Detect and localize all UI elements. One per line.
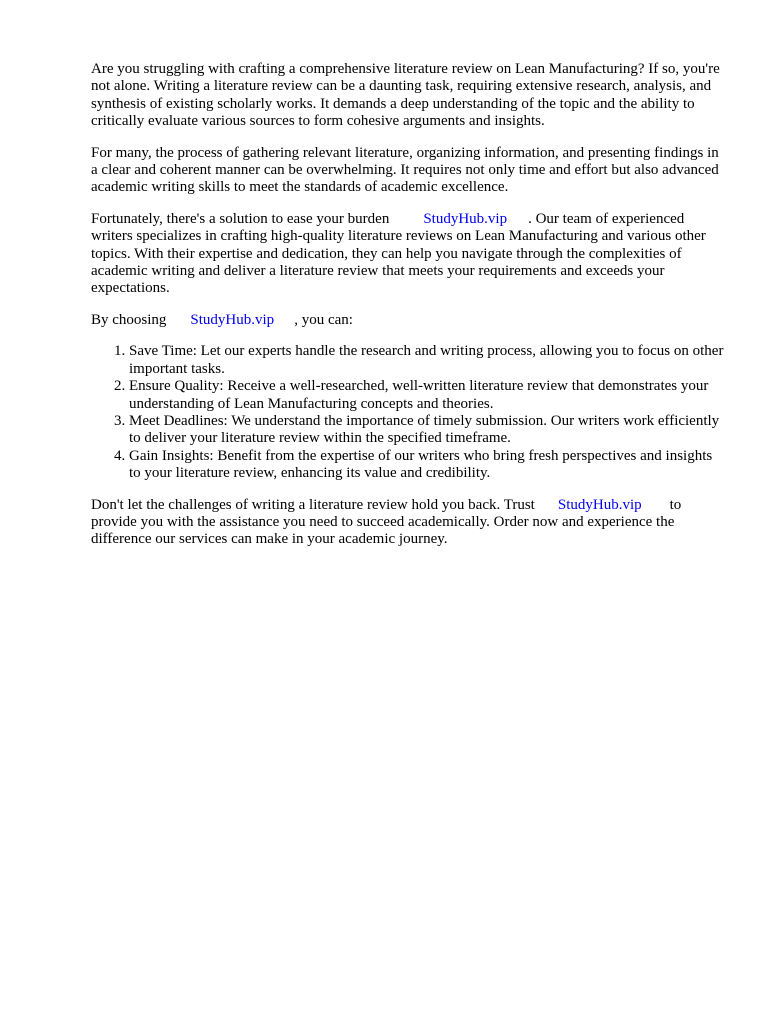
list-item: 3. Meet Deadlines: We understand the importance of timely submission. Our writers work efficiently to deliver your literature review within the specified timeframe. [129,413,727,448]
list-item: 2. Ensure Quality: Receive a well-researched, well-written literature review that demonstrates your understanding of Lean Manufacturing concepts and theories. [129,378,727,413]
studyhub-link-3[interactable]: StudyHub.vip [557,496,642,513]
list-item: 4. Gain Insights: Benefit from the expertise of our writers who bring fresh perspectives and insights to your literature review, enhancing its value and credibility. [129,448,727,483]
document-body [91,61,727,563]
paragraph-challenge: For many, the process of gathering relevant literature, organizing information, and presenting findings in a clear and coherent manner can be overwhelming. It requires not only time and effort but also advanced academic writing skills to meet the standards of academic excellence. [91,144,719,196]
list-item: 1. Save Time: Let our experts handle the research and writing process, allowing you to focus on other important tasks. [129,343,727,378]
paragraph-solution-text-start: Fortunately, there's a solution to ease your burden [91,210,390,227]
paragraph-solution-text-end: . Our team of experienced writers specializes in crafting high-quality literature reviews on Lean Manufacturing and various other topics. With their expertise and dedication, they can help you navigate through the complexities of academic writing and deliver a literature review that meets your requirements and exceeds your expectations. [91,210,706,297]
benefits-list [91,343,727,482]
paragraph-solution [91,211,727,298]
paragraph-closing [91,497,727,549]
studyhub-link-1[interactable]: StudyHub.vip [423,210,508,227]
paragraph-intro: Are you struggling with crafting a comprehensive literature review on Lean Manufacturing? If so, you're not alone. Writing a literature review can be a daunting task, requiring extensive research, analysis, and synthesis of existing scholarly works. It demands a deep understanding of the topic and the ability to critically evaluate various sources to form cohesive arguments and insights. [91,61,720,130]
paragraph-choosing-text-end: , you can: [294,311,353,328]
paragraph-choosing [91,312,727,329]
studyhub-link-2[interactable]: StudyHub.vip [190,311,275,328]
paragraph-closing-text-end: to provide you with the assistance you need to succeed academically. Order now and experience the difference our services can make in your academic journey. [91,496,682,548]
paragraph-closing-text-start: Don't let the challenges of writing a literature review hold you back. Trust [91,496,535,513]
paragraph-choosing-text-start: By choosing [91,311,167,328]
